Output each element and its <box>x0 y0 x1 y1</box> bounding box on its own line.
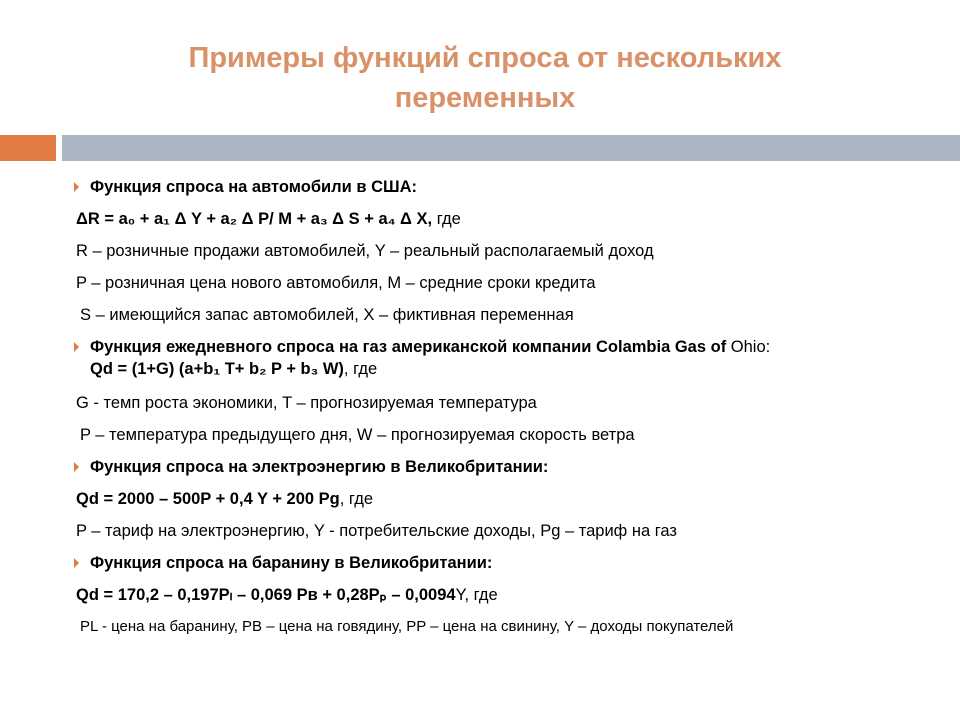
list-item-elec-heading <box>70 456 950 488</box>
slide-content <box>70 176 950 648</box>
list-item-lamb-formula <box>70 584 950 616</box>
lamb-heading: Функция спроса на баранину в Великобритании: <box>90 554 493 572</box>
gas-definition-1: G - темп роста экономики, T – прогнозируемая температура <box>76 394 537 412</box>
accent-bar-orange <box>0 135 56 161</box>
bullet-arrow-icon <box>74 342 79 352</box>
elec-heading: Функция спроса на электроэнергию в Великобритании: <box>90 458 549 476</box>
elec-formula-suffix: , где <box>339 490 373 508</box>
bullet-arrow-icon <box>74 558 79 568</box>
gas-definition-2: P – температура предыдущего дня, W – прогнозируемая скорость ветра <box>80 426 635 444</box>
cars-formula: ΔR = a₀ + a₁ Δ Y + a₂ Δ P/ M + a₃ Δ S + a₄ Δ X, <box>76 210 433 228</box>
cars-definition-1: R – розничные продажи автомобилей, Y – реальный располагаемый доход <box>76 242 654 260</box>
list-item-elec-formula <box>70 488 950 520</box>
elec-definition: P – тариф на электроэнергию, Y - потребительские доходы, Pg – тариф на газ <box>76 522 677 540</box>
lamb-definition: PL - цена на баранину, PB – цена на говядину, PP – цена на свинину, Y – доходы покупателей <box>80 618 734 635</box>
cars-definition-2: P – розничная цена нового автомобиля, M – средние сроки кредита <box>76 274 596 292</box>
cars-definition-3: S – имеющийся запас автомобилей, X – фиктивная переменная <box>80 306 574 324</box>
list-item-cars-heading <box>70 176 950 208</box>
list-item-lamb-heading <box>70 552 950 584</box>
lamb-formula: Qd = 170,2 – 0,197Pₗ – 0,069 Pв + 0,28Pₚ – 0,0094 <box>76 586 456 604</box>
gas-heading-suffix: Ohio: <box>726 338 771 356</box>
list-item-cars-def-2 <box>70 272 950 304</box>
gas-formula: Qd = (1+G) (a+b₁ T+ b₂ P + b₃ W) <box>90 360 344 378</box>
list-item-cars-def-1 <box>70 240 950 272</box>
bullet-arrow-icon <box>74 182 79 192</box>
lamb-formula-suffix: Y, где <box>455 586 498 604</box>
slide-title <box>60 38 910 118</box>
cars-formula-suffix: где <box>432 210 461 228</box>
bullet-arrow-icon <box>74 462 79 472</box>
elec-formula: Qd = 2000 – 500P + 0,4 Y + 200 Pg <box>76 490 340 508</box>
list-item-lamb-def <box>70 616 950 648</box>
gas-formula-suffix: , где <box>343 360 378 378</box>
list-item-gas-def-2 <box>70 424 950 456</box>
slide-title-line-2: переменных <box>394 82 576 114</box>
gas-heading: Функция ежедневного спроса на газ американской компании Colambia Gas of <box>90 338 727 356</box>
accent-bar-grey <box>62 135 960 161</box>
list-item-gas-heading <box>70 336 950 392</box>
list-item-elec-def <box>70 520 950 552</box>
list-item-gas-def-1 <box>70 392 950 424</box>
list-item-cars-formula <box>70 208 950 240</box>
slide-title-line-1: Примеры функций спроса от нескольких <box>188 42 782 74</box>
cars-heading: Функция спроса на автомобили в США: <box>90 178 418 196</box>
list-item-cars-def-3 <box>70 304 950 336</box>
